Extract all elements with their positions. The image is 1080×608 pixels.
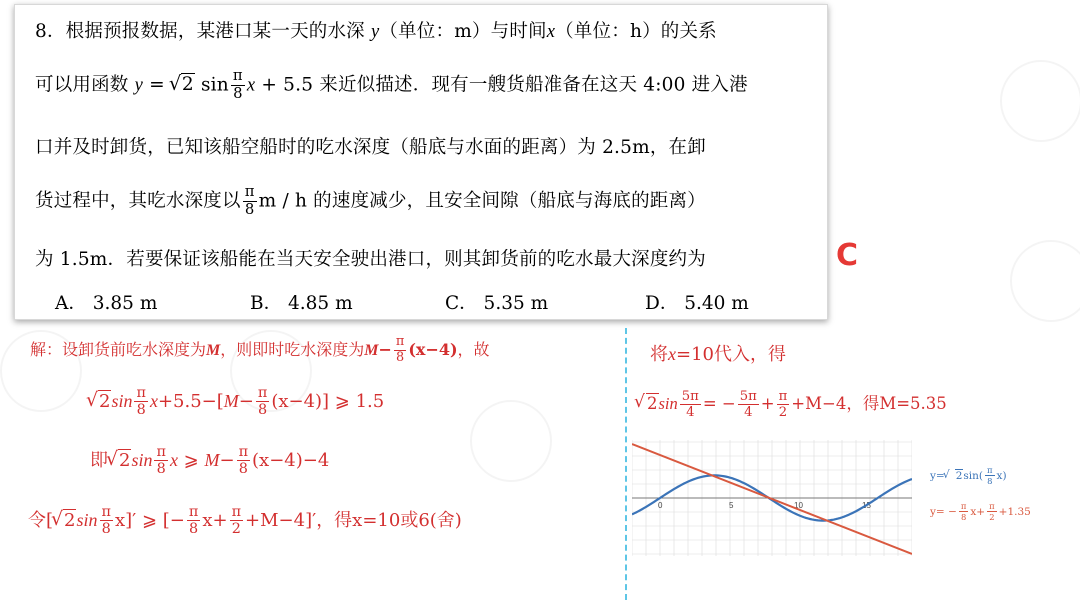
right-line-1: 将x=10代入，得 [650,344,786,365]
fraction: $\frac{5\pi}{4}$ [739,389,757,421]
question-line-3: 口并及时卸货，已知该船空船时的吃水深度（船底与水面的距离）为 2.5m，在卸 [35,137,706,158]
question-card [14,4,828,320]
tick-label-10: 10 [794,501,803,510]
answer-mark: C [836,238,859,273]
legend-line: y= − $\frac{\pi}{8}$ x+ $\frac{\pi}{2}$ +1.35 [930,501,1031,523]
fraction: $\frac{\pi}{8}$ [395,334,405,365]
fraction: $\frac{\pi}{8}$ [156,444,166,478]
fraction: $\frac{\pi}{8}$ [136,385,146,419]
section-divider [625,328,627,600]
solution-line-3: 即√ 2sin $\frac{\pi}{8}$ x ⩾ M− $\frac{\pi}{8}$ (x−4)−4 [90,445,329,477]
watermark-seal [1000,60,1080,142]
solution-line-4: 令[√ 2sin $\frac{\pi}{8}$ x]′ ⩾ [− $\frac{\pi}{8}$ x+ $\frac{\pi}{2}$ +M−4]′，得x=10或6(舍) [28,505,462,537]
option-d[interactable]: D． 5.40 m [645,293,749,314]
fraction: $\frac{5\pi}{4}$ [681,389,699,421]
question-line-1: 8．根据预报数据，某港口某一天的水深 y（单位：m）与时间x（单位：h）的关系 [35,21,717,42]
fraction: $\frac{\pi}{8}$ [244,183,255,218]
question-line-2: 可以用函数 y = √ 2 sin $\frac{\pi}{8}$ x + 5.5 来近似描述．现有一艘货船准备在这天 4:00 进入港 [35,69,748,102]
fraction: $\frac{\pi}{8}$ [188,504,199,538]
option-a[interactable]: A． 3.85 m [55,293,158,314]
fraction: $\frac{\pi}{8}$ [238,444,249,478]
watermark-seal [470,400,552,482]
tick-label-15: 15 [862,501,871,510]
solution-line-2: √ 2sin $\frac{\pi}{8}$ x+5.5−[M− $\frac{\pi}{8}$ (x−4)] ⩾ 1.5 [88,386,384,418]
fraction: $\frac{\pi}{2}$ [231,504,242,538]
question-line-4: 货过程中，其吃水深度以 $\frac{\pi}{8}$ m / h 的速度减少，且安全间隙（船底与海底的距离） [35,183,706,218]
fraction: $\frac{\pi}{8}$ [101,504,111,538]
fraction: $\frac{\pi}{2}$ [778,389,788,421]
watermark-seal [1010,240,1080,322]
tick-label-0: 0 [658,501,663,510]
fraction: $\frac{\pi}{8}$ [257,385,268,419]
function-graph [632,440,912,556]
question-line-5: 为 1.5m．若要保证该船能在当天安全驶出港口，则其卸货前的吃水最大深度约为 [35,249,706,270]
question-number: 8． [35,21,66,42]
solution-line-1: 解：设卸货前吃水深度为M，则即时吃水深度为M− $\frac{\pi}{8}$ (x−4)，故 [30,334,490,365]
option-b[interactable]: B． 4.85 m [250,293,353,314]
tick-label-5: 5 [729,501,734,510]
option-c[interactable]: C． 5.35 m [445,293,549,314]
right-line-2: √ 2sin $\frac{5\pi}{4}$ = − $\frac{5\pi}{4}$ + $\frac{\pi}{2}$ +M−4，得M=5.35 [636,390,947,419]
fraction: $\frac{\pi}{8}$ [232,67,243,102]
legend-sine: y=√ 2sin( $\frac{\pi}{8}$ x) [930,466,1007,486]
